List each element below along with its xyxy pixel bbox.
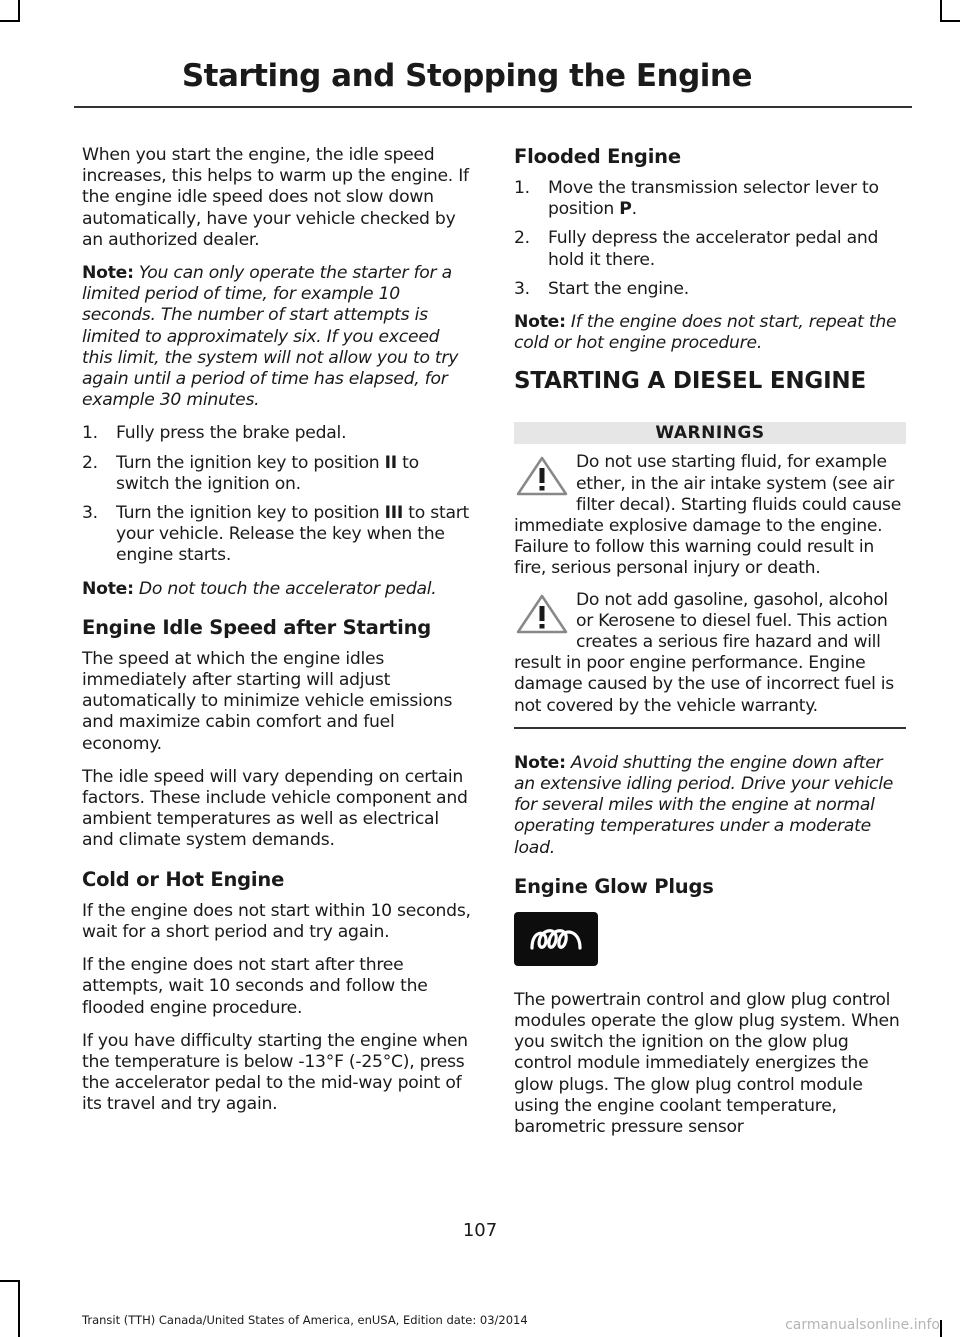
idle-paragraph-2: The idle speed will vary depending on certain factors. These include vehicle component and ambient temperatures as well as electrical and climate system demands. bbox=[82, 766, 468, 851]
cold-paragraph-1: If the engine does not start within 10 seconds, wait for a short period and try again. bbox=[82, 900, 471, 942]
note-accelerator: Note: Do not touch the accelerator pedal. bbox=[82, 578, 437, 599]
crop-mark bbox=[940, 20, 960, 22]
list-item: 2. Turn the ignition key to position II to switch the ignition on. bbox=[82, 452, 419, 494]
list-item: 1. Move the transmission selector lever to position P. bbox=[514, 178, 879, 220]
page-title: Starting and Stopping the Engine bbox=[181, 58, 752, 94]
warnings-divider bbox=[514, 727, 906, 729]
crop-mark bbox=[18, 1280, 20, 1337]
idle-paragraph-1: The speed at which the engine idles immediately after starting will adjust automatically to minimize vehicle emissions and maximize cabin comfort and fuel economy. bbox=[82, 648, 453, 754]
watermark: carmanualsonline.info bbox=[785, 1317, 940, 1333]
crop-mark bbox=[940, 0, 942, 22]
glow-paragraph: The powertrain control and glow plug control modules operate the glow plug system. When you switch the ignition on the glow plug control module immediately energizes the glow plugs. The glow plug control module using the engine coolant temperature, barometric pressure sensor bbox=[514, 989, 900, 1138]
heading-glow-plugs: Engine Glow Plugs bbox=[514, 874, 714, 898]
warning-fuel-type bbox=[514, 590, 906, 717]
crop-mark bbox=[940, 1320, 942, 1337]
right-column bbox=[514, 145, 906, 1150]
edition-footer: Transit (TTH) Canada/United States of America, enUSA, Edition date: 03/2014 bbox=[82, 1313, 528, 1327]
warnings-header: WARNINGS bbox=[514, 422, 906, 444]
warning-starting-fluid bbox=[514, 452, 906, 579]
note-label: Note: bbox=[82, 263, 134, 284]
heading-diesel: STARTING A DIESEL ENGINE bbox=[514, 368, 866, 395]
warning-triangle-icon bbox=[514, 454, 570, 498]
heading-flooded: Flooded Engine bbox=[514, 145, 681, 168]
heading-idle-speed: Engine Idle Speed after Starting bbox=[82, 615, 432, 639]
note-repeat-procedure: Note: If the engine does not start, repeat the cold or hot engine procedure. bbox=[514, 312, 897, 354]
crop-mark bbox=[0, 20, 20, 22]
list-item: 2. Fully depress the accelerator pedal and hold it there. bbox=[514, 228, 879, 270]
header-divider bbox=[74, 106, 912, 108]
note-text: You can only operate the starter for a limited period of time, for example 10 seconds. The number of start attempts is limited to approximately six. If you exceed this limit, the system will not allow you to try again until a period of time has elapsed, for example 30 minutes. bbox=[82, 263, 459, 411]
cold-paragraph-2: If the engine does not start after three attempts, wait 10 seconds and follow the flooded engine procedure. bbox=[82, 955, 428, 1018]
list-item: 1. Fully press the brake pedal. bbox=[82, 423, 347, 444]
flooded-steps-list bbox=[514, 178, 906, 300]
intro-paragraph: When you start the engine, the idle speed increases, this helps to warm up the engine. If the engine idle speed does not slow down automatically, have your vehicle checked by an authorized dealer. bbox=[82, 145, 469, 250]
left-column bbox=[82, 145, 474, 1128]
start-steps-list bbox=[82, 423, 474, 566]
warning-text: Do not use starting fluid, for example ether, in the air intake system (see air filter decal). Starting fluids could cause immediate explosive damage to the engine. Failure to follow this warning could result in fire, serious personal injury or death. bbox=[514, 452, 901, 579]
glow-plug-indicator-icon bbox=[514, 912, 598, 966]
cold-paragraph-3: If you have difficulty starting the engine when the temperature is below -13°F (-25°C), press the accelerator pedal to the mid-way point of its travel and try again. bbox=[82, 1030, 468, 1115]
warning-triangle-icon bbox=[514, 592, 570, 636]
warning-text: Do not add gasoline, gasohol, alcohol or Kerosene to diesel fuel. This action creates a serious fire hazard and will result in poor engine performance. Engine damage caused by the use of incorrect fuel is not covered by the vehicle warranty. bbox=[514, 589, 894, 716]
note-idling: Note: Avoid shutting the engine down after an extensive idling period. Drive your vehicle for several miles with the engine at normal operating temperatures under a moderate load. bbox=[514, 752, 894, 858]
list-item: 3. Turn the ignition key to position III to start your vehicle. Release the key when the engine starts. bbox=[82, 503, 470, 566]
list-item: 3. Start the engine. bbox=[514, 278, 689, 299]
crop-mark bbox=[18, 0, 20, 22]
crop-mark bbox=[0, 1280, 20, 1282]
page-number: 107 bbox=[462, 1220, 498, 1241]
heading-cold-hot: Cold or Hot Engine bbox=[82, 867, 285, 891]
note-starter-limit bbox=[82, 263, 474, 411]
